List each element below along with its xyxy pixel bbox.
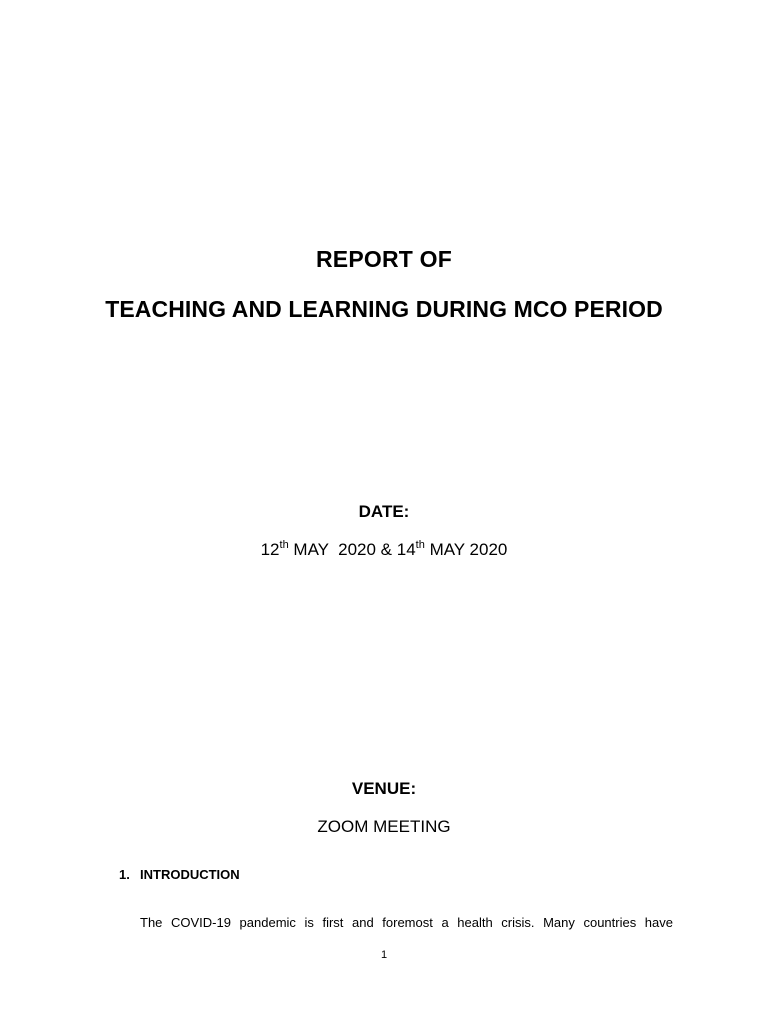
page-number: 1	[380, 949, 388, 961]
venue-value: ZOOM MEETING	[317, 817, 451, 836]
date-day1: 12	[260, 540, 280, 559]
date-value	[0, 540, 768, 560]
report-title: REPORT OF	[316, 246, 452, 272]
date-day2-suffix: th	[415, 539, 425, 551]
report-subtitle: TEACHING AND LEARNING DURING MCO PERIOD	[105, 296, 663, 322]
section-number: 1.	[119, 867, 130, 882]
introduction-text: The COVID-19 pandemic is first and foremost a health crisis. Many countries have	[140, 915, 673, 930]
date-day1-suffix: th	[279, 539, 289, 551]
date-label: DATE:	[358, 502, 410, 521]
date-end: MAY 2020	[424, 540, 508, 559]
date-middle: MAY 2020 & 14	[288, 540, 416, 559]
venue-label: VENUE:	[351, 779, 417, 798]
section-heading	[119, 867, 240, 882]
section-title: INTRODUCTION	[140, 867, 240, 882]
